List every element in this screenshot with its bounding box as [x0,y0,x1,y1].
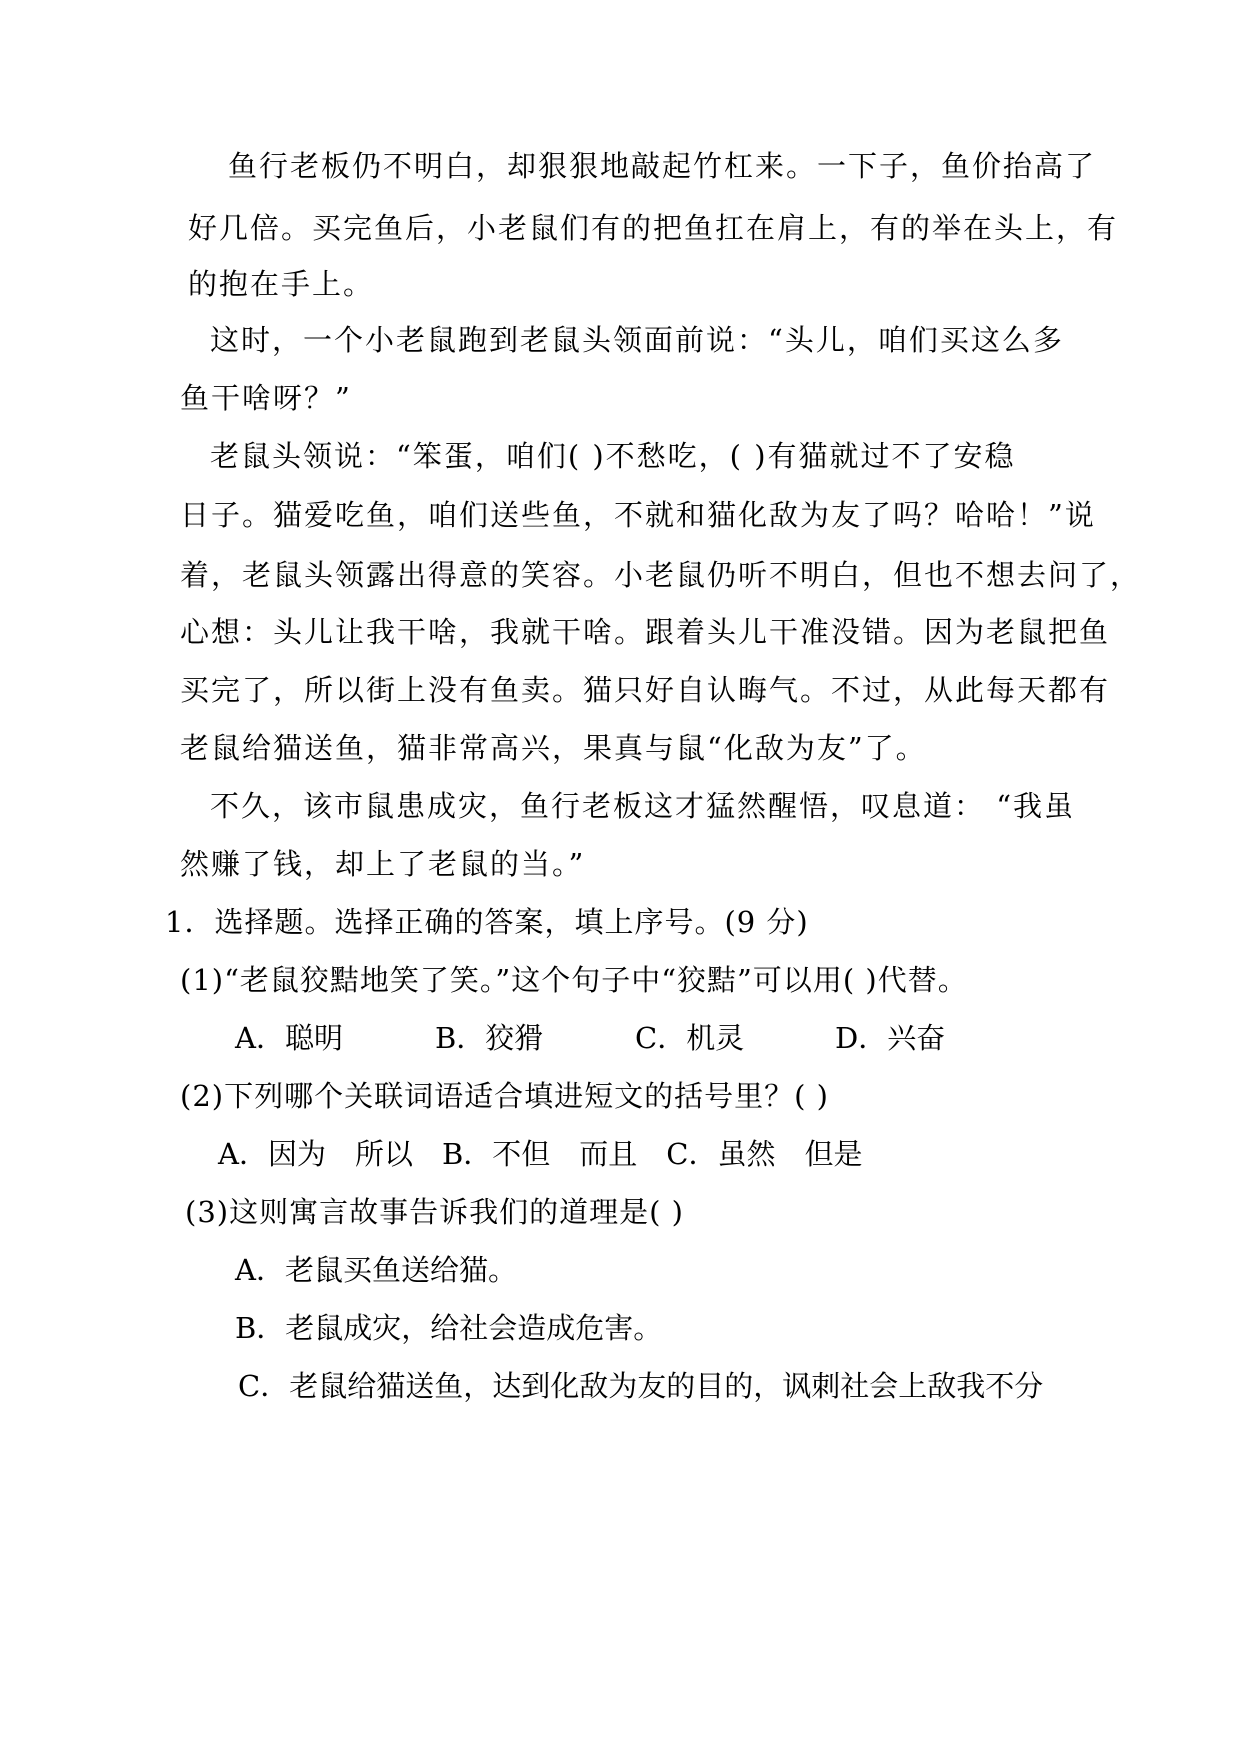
passage-line: 不久，该市鼠患成灾，鱼行老板这才猛然醒悟，叹息道： “我虽 [210,789,1076,823]
options-line: A．因为 所以 B．不但 而且 C．虽然 但是 [218,1137,863,1171]
option-b: B．狡猾 [435,1021,544,1055]
option-b: B．老鼠成灾，给社会造成危害。 [235,1311,663,1345]
passage-line: 的抱在手上。 [188,267,375,301]
option-d: D．兴奋 [835,1021,946,1055]
option-c: C．机灵 [635,1021,745,1055]
passage-line: 好几倍。买完鱼后，小老鼠们有的把鱼扛在肩上，有的举在头上，有 [188,211,1119,245]
passage-line: 老鼠头领说：“笨蛋，咱们( )不愁吃，( )有猫就过不了安稳 [210,439,1016,473]
question-stem: (1)“老鼠狡黠地笑了笑。”这个句子中“狡黠”可以用( )代替。 [180,963,968,997]
passage-line: 心想：头儿让我干啥，我就干啥。跟着头儿干准没错。因为老鼠把鱼 [180,615,1111,649]
option-c: C．老鼠给猫送鱼，达到化敌为友的目的，讽刺社会上敌我不分 [238,1369,1044,1403]
passage-line: 鱼干啥呀？” [180,381,352,415]
passage-line: 然赚了钱，却上了老鼠的当。” [180,847,586,881]
passage-line: 买完了，所以街上没有鱼卖。猫只好自认晦气。不过，从此每天都有 [180,673,1111,707]
passage-line: 鱼行老板仍不明白，却狠狠地敲起竹杠来。一下子，鱼价抬高了 [228,149,1097,183]
option-a: A．老鼠买鱼送给猫。 [235,1253,517,1287]
passage-line: 着，老鼠头领露出得意的笑容。小老鼠仍听不明白，但也不想去问了， [180,558,1142,592]
question-title: 1．选择题。选择正确的答案，填上序号。(9 分) [165,905,809,939]
question-stem: (3)这则寓言故事告诉我们的道理是( ) [185,1195,684,1229]
passage-line: 日子。猫爱吃鱼，咱们送些鱼，不就和猫化敌为友了吗？哈哈！”说 [180,498,1096,532]
question-stem: (2)下列哪个关联词语适合填进短文的括号里？( ) [180,1079,829,1113]
passage-line: 老鼠给猫送鱼，猫非常高兴，果真与鼠“化敌为友”了。 [180,731,927,765]
passage-line: 这时，一个小老鼠跑到老鼠头领面前说：“头儿，咱们买这么多 [210,323,1064,357]
option-a: A．聪明 [235,1021,343,1055]
